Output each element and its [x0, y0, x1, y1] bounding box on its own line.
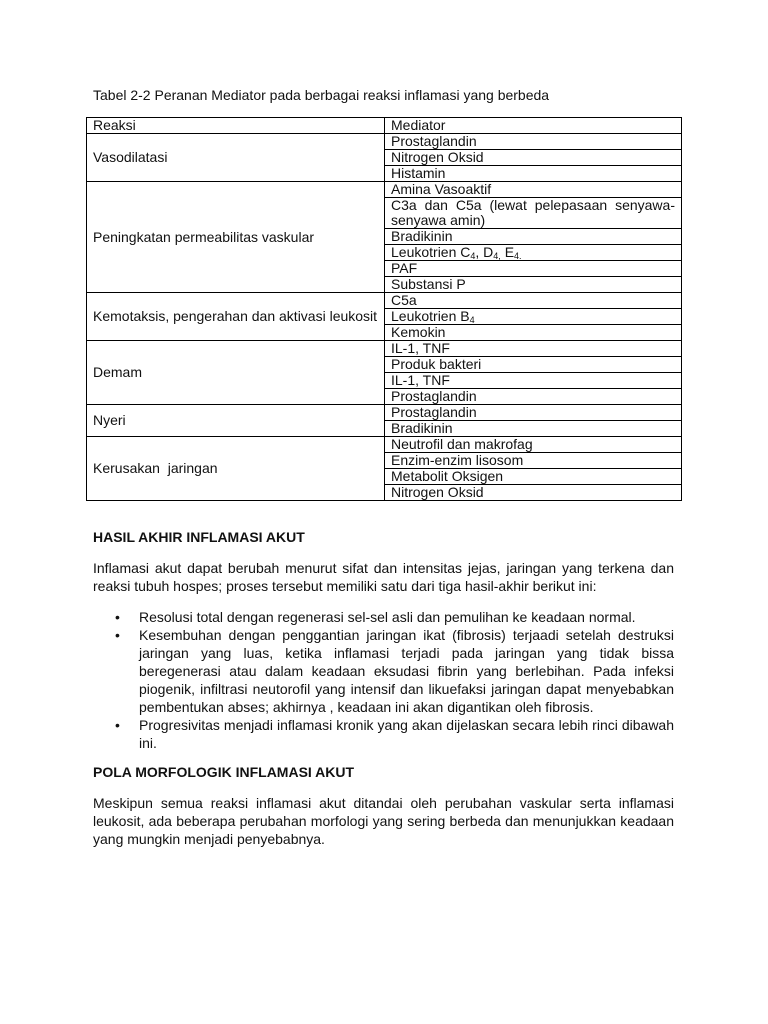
table-row: [87, 134, 682, 150]
subscript: 4,: [493, 251, 501, 261]
leukotrien-mid: , D: [475, 244, 494, 260]
reaksi-cell: Peningkatan permeabilitas vaskular: [87, 182, 385, 293]
mediator-cell: C5a: [385, 293, 682, 309]
leukotrien-mid: E: [500, 244, 515, 260]
mediator-cell: Histamin: [385, 166, 682, 182]
subscript: 4: [469, 315, 475, 325]
leukotrien-name: Leukotrien B: [391, 308, 470, 324]
outcome-list: [93, 608, 674, 752]
mediator-cell: Bradikinin: [385, 229, 682, 245]
list-item: [93, 626, 674, 716]
reaksi-cell: Kemotaksis, pengerahan dan aktivasi leukosit: [87, 293, 385, 341]
section-heading-pola-morfologik: POLA MORFOLOGIK INFLAMASI AKUT: [93, 764, 355, 780]
mediator-cell: Nitrogen Oksid: [385, 150, 682, 166]
reaksi-cell: Demam: [87, 341, 385, 405]
mediator-cell: Produk bakteri: [385, 357, 682, 373]
mediator-cell: Substansi P: [385, 277, 682, 293]
list-item-text: Resolusi total dengan regenerasi sel-sel asli dan pemulihan ke keadaan normal.: [139, 609, 636, 625]
reaksi-cell: Vasodilatasi: [87, 134, 385, 182]
mediator-cell: Prostaglandin: [385, 405, 682, 421]
header-reaksi: Reaksi: [87, 118, 385, 134]
mediator-cell: C3a dan C5a (lewat pelepasaan senyawa-senyawa amin): [385, 198, 682, 229]
mediator-cell: Prostaglandin: [385, 134, 682, 150]
mediator-cell: Amina Vasoaktif: [385, 182, 682, 198]
reaksi-cell: Nyeri: [87, 405, 385, 437]
bullet-icon: •: [115, 609, 120, 625]
mediator-cell: Neutrofil dan makrofag: [385, 437, 682, 453]
table-caption: Tabel 2-2 Peranan Mediator pada berbagai reaksi inflamasi yang berbeda: [93, 87, 550, 103]
header-mediator: Mediator: [385, 118, 682, 134]
mediator-cell: Prostaglandin: [385, 389, 682, 405]
table-row: [87, 437, 682, 453]
mediator-cell: Enzim-enzim lisosom: [385, 453, 682, 469]
table-header-row: [87, 118, 682, 134]
table-row: [87, 341, 682, 357]
section-body-paragraph: Meskipun semua reaksi inflamasi akut ditandai oleh perubahan vaskular serta inflamasi leukosit, ada beberapa perubahan morfologi yang sering berbeda dan menunjukkan keadaan yang mungkin menjadi penyebabnya.: [93, 795, 674, 847]
mediator-cell-leukotrien-cde: [385, 245, 682, 261]
bullet-icon: •: [115, 717, 120, 733]
list-item-text: Progresivitas menjadi inflamasi kronik yang akan dijelaskan secara lebih rinci dibawah ini.: [139, 717, 674, 751]
list-item: [93, 608, 674, 626]
mediator-cell: PAF: [385, 261, 682, 277]
table-row: [87, 182, 682, 198]
mediator-cell: Metabolit Oksigen: [385, 469, 682, 485]
mediator-cell: IL-1, TNF: [385, 341, 682, 357]
table-row: [87, 405, 682, 421]
subscript: 4: [470, 251, 476, 261]
table-row: [87, 293, 682, 309]
section-intro-paragraph: Inflamasi akut dapat berubah menurut sifat dan intensitas jejas, jaringan yang terkena dan reaksi tubuh hospes; proses tersebut memiliki satu dari tiga hasil-akhir berikut ini:: [93, 560, 674, 594]
leukotrien-name: Leukotrien C: [391, 244, 471, 260]
mediator-cell: Kemokin: [385, 325, 682, 341]
subscript: 4.: [514, 251, 522, 261]
mediator-cell: Bradikinin: [385, 421, 682, 437]
reaksi-cell: Kerusakan jaringan: [87, 437, 385, 501]
bullet-icon: •: [115, 627, 120, 643]
mediator-table: [86, 117, 682, 501]
list-item-text: Kesembuhan dengan penggantian jaringan ikat (fibrosis) terjaadi setelah destruksi jaringan yang luas, ketika inflamasi terjadi pada jaringan yang tidak bissa beregenerasi atau dalam keadaan eksudasi fibrin yang berlebihan. Pada infeksi piogenik, infiltrasi neutorofil yang intensif dan likuefaksi jaringan dapat menyebabkan pembentukan abses; akhirnya , keadaan ini akan digantikan oleh fibrosis.: [139, 627, 674, 715]
mediator-cell-leukotrien-b: [385, 309, 682, 325]
section-heading-hasil-akhir: HASIL AKHIR INFLAMASI AKUT: [93, 529, 305, 545]
mediator-cell: IL-1, TNF: [385, 373, 682, 389]
list-item: [93, 716, 674, 752]
mediator-cell: Nitrogen Oksid: [385, 485, 682, 501]
